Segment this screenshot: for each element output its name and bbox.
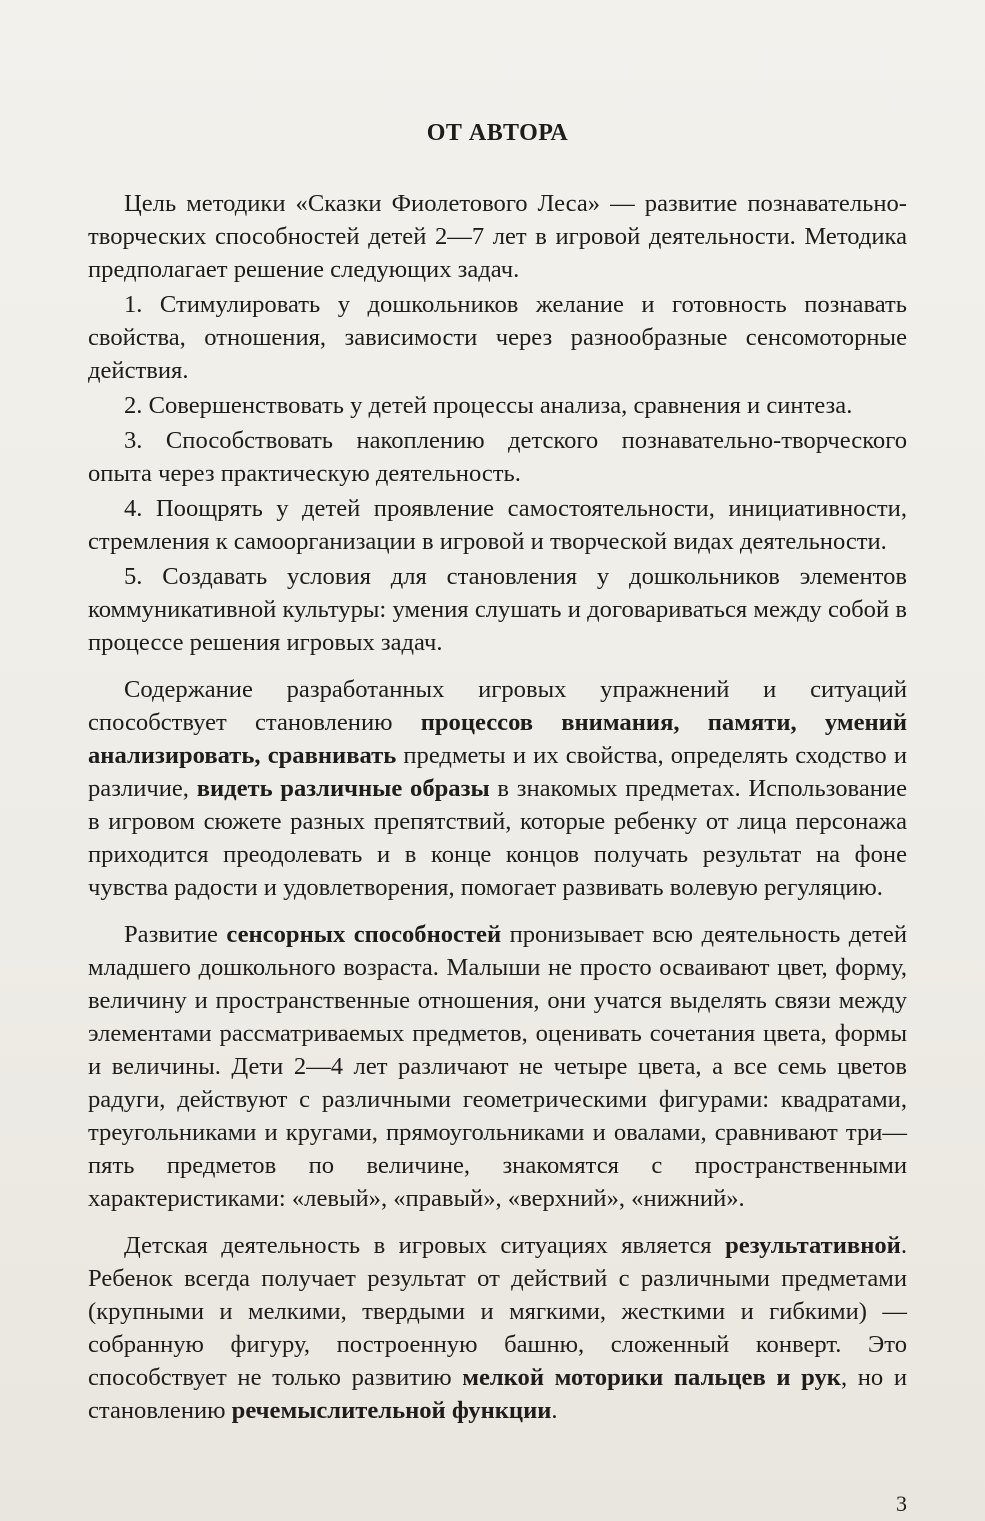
page-number: 3 [896,1491,907,1516]
task-item-5: 5. Создавать условия для становления у дошкольников элементов коммуникативной культуры: умения слушать и договариваться между собой в процессе решения игровых задач. [88,563,907,656]
text-run: . [551,1397,558,1424]
task-item-1: 1. Стимулировать у дошкольников желание и готовность познавать свойства, отношения, зависимости через разнообразные сенсомоторные действия. [88,291,907,384]
text-run: в знакомых предметах. Использование в игровом сюжете разных препятствий, которые ребенку от лица персонажа приходится преодолевать и в конце концов получать результат на фоне чувства радости и удовлетворения, помогает развивать волевую регуляцию. [88,775,907,901]
task-item-4: 4. Поощрять у детей проявление самостоятельности, инициативности, стремления к самоорганизации в игровой и творческой видах деятельности. [88,495,907,555]
paragraph-content [88,673,907,904]
bold-run: результативной [725,1232,901,1259]
text-run: . Ребенок всегда получает результат от действий с различными предметами (крупными и мелкими, твердыми и мягкими, жесткими и гибкими) — собранную фигуру, построенную башню, сложенный конверт. Это способствует не только развитию [88,1232,907,1391]
paragraph-sensory [88,918,907,1215]
page-title: ОТ АВТОРА [426,120,569,146]
text-run: Развитие [124,921,227,948]
text-run: , но и становлению [88,1364,907,1424]
paragraph-results [88,1229,907,1427]
bold-run: процессов внимания, памяти, умений анализировать, сравнивать [88,709,908,769]
task-item-2: 2. Совершенствовать у детей процессы анализа, сравнения и синтеза. [124,392,853,419]
text-run: Детская деятельность в игровых ситуациях является [124,1232,726,1259]
bold-run: видеть различные образы [196,775,490,802]
bold-run: мелкой моторики пальцев и рук [462,1364,841,1391]
intro-paragraph: Цель методики «Сказки Фиолетового Леса» — развитие познавательно-творческих способностей детей 2—7 лет в игровой деятельности. Методика предполагает решение следующих задач. [88,190,907,283]
text-run: пронизывает всю деятельность детей младшего дошкольного возраста. Малыши не просто осваивают цвет, форму, величину и пространственные отношения, они учатся выделять связи между элементами рассматриваемых предметов, оценивать сочетания цвета, формы и величины. Дети 2—4 лет различают не четыре цвета, а все семь цветов радуги, действуют с различными геометрическими фигурами: квадратами, треугольниками и кругами, прямоугольниками и овалами, сравнивают три—пять предметов по величине, знакомятся с пространственными характеристиками: «левый», «правый», «верхний», «нижний». [88,921,908,1212]
bold-run: сенсорных способностей [226,921,502,948]
task-item-3: 3. Способствовать накоплению детского познавательно-творческого опыта через практическую деятельность. [88,427,907,487]
text-run: Содержание разработанных игровых упражнений и ситуаций способствует становлению [88,676,907,736]
text-run: предметы и их свойства, определять сходство и различие, [88,742,907,802]
bold-run: речемыслительной функции [231,1397,552,1424]
